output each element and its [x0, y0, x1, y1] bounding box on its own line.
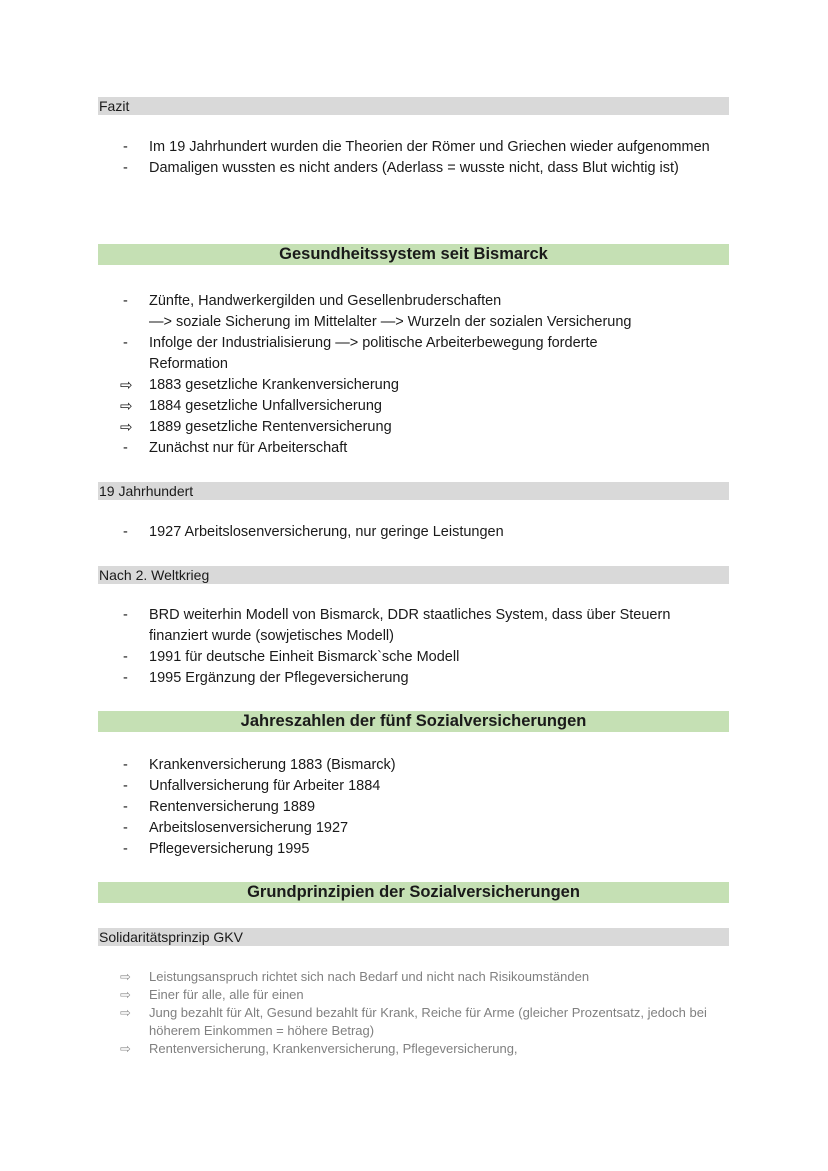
list-item	[120, 438, 730, 459]
list-item	[120, 839, 730, 860]
heading-fazit: Fazit	[98, 97, 729, 115]
right-arrow-icon: ⇨	[120, 398, 133, 415]
dash-bullet-icon: -	[123, 335, 128, 351]
list-item-text: BRD weiterhin Modell von Bismarck, DDR staatliches System, dass über Steuern finanziert wurde (sowjetisches Modell)	[149, 607, 671, 644]
list-item-text: Arbeitslosenversicherung 1927	[149, 820, 349, 836]
fazit-list	[120, 137, 730, 179]
list-item-text: Im 19 Jahrhundert wurden die Theorien der Römer und Griechen wieder aufgenommen	[149, 139, 710, 155]
dash-bullet-icon: -	[123, 841, 128, 857]
list-item-text: Zunächst nur für Arbeiterschaft	[149, 440, 348, 456]
list-item	[120, 137, 730, 158]
dash-bullet-icon: -	[123, 293, 128, 309]
list-item	[120, 417, 730, 438]
right-arrow-icon: ⇨	[120, 419, 133, 436]
list-item-text: Damaligen wussten es nicht anders (Aderlass = wusste nicht, dass Blut wichtig ist)	[149, 160, 679, 176]
dash-bullet-icon: -	[123, 778, 128, 794]
list-item	[120, 797, 730, 818]
list-item-text: Infolge der Industrialisierung —> politische Arbeiterbewegung forderte Reformation	[149, 335, 598, 372]
list-item	[120, 291, 730, 333]
right-arrow-icon: ⇨	[120, 987, 131, 1002]
solidaritaet-list	[120, 968, 730, 1058]
list-item	[120, 522, 730, 543]
list-item-text: Jung bezahlt für Alt, Gesund bezahlt für Krank, Reiche für Arme (gleicher Prozentsatz, jedoch bei höherem Einkommen = höhere Betrag)	[149, 1005, 707, 1038]
dash-bullet-icon: -	[123, 524, 128, 540]
list-item	[120, 986, 730, 1004]
heading-19-jahrhundert: 19 Jahrhundert	[98, 482, 729, 500]
list-item-text: Krankenversicherung 1883 (Bismarck)	[149, 757, 396, 773]
nachkrieg-list	[120, 605, 730, 689]
right-arrow-icon: ⇨	[120, 377, 133, 394]
list-item-text: 1889 gesetzliche Rentenversicherung	[149, 419, 392, 435]
dash-bullet-icon: -	[123, 160, 128, 176]
list-item-text: Einer für alle, alle für einen	[149, 987, 304, 1002]
list-item	[120, 968, 730, 986]
heading-nach-weltkrieg: Nach 2. Weltkrieg	[98, 566, 729, 584]
heading-grundprinzipien: Grundprinzipien der Sozialversicherungen	[98, 882, 729, 903]
list-item-text: Leistungsanspruch richtet sich nach Bedarf und nicht nach Risikoumständen	[149, 969, 590, 984]
dash-bullet-icon: -	[123, 440, 128, 456]
dash-bullet-icon: -	[123, 139, 128, 155]
list-item-text: Zünfte, Handwerkergilden und Gesellenbruderschaften	[149, 293, 502, 309]
list-item-text: Unfallversicherung für Arbeiter 1884	[149, 778, 381, 794]
heading-bismarck: Gesundheitssystem seit Bismarck	[98, 244, 729, 265]
dash-bullet-icon: -	[123, 607, 128, 623]
jahrhundert19-list	[120, 522, 730, 543]
list-item	[120, 755, 730, 776]
heading-jahreszahlen: Jahreszahlen der fünf Sozialversicherungen	[98, 711, 729, 732]
list-item	[120, 375, 730, 396]
list-item-text: Rentenversicherung, Krankenversicherung, Pflegeversicherung,	[149, 1041, 518, 1056]
list-item	[120, 333, 730, 375]
right-arrow-icon: ⇨	[120, 969, 131, 984]
list-item-text: 1927 Arbeitslosenversicherung, nur geringe Leistungen	[149, 524, 504, 540]
right-arrow-icon: ⇨	[120, 1041, 131, 1056]
list-item	[120, 1040, 730, 1058]
dash-bullet-icon: -	[123, 757, 128, 773]
right-arrow-icon: ⇨	[120, 1005, 131, 1020]
dash-bullet-icon: -	[123, 649, 128, 665]
list-item-text: 1991 für deutsche Einheit Bismarck`sche Modell	[149, 649, 460, 665]
dash-bullet-icon: -	[123, 670, 128, 686]
list-item	[120, 605, 730, 647]
jahreszahlen-list	[120, 755, 730, 860]
list-item-text: 1884 gesetzliche Unfallversicherung	[149, 398, 382, 414]
list-item	[120, 1004, 730, 1040]
list-item-text: 1995 Ergänzung der Pflegeversicherung	[149, 670, 409, 686]
list-item	[120, 668, 730, 689]
bismarck-list	[120, 291, 730, 459]
list-item	[120, 396, 730, 417]
list-item	[120, 158, 730, 179]
list-item	[120, 818, 730, 839]
dash-bullet-icon: -	[123, 820, 128, 836]
dash-bullet-icon: -	[123, 799, 128, 815]
list-item-text: Pflegeversicherung 1995	[149, 841, 310, 857]
list-item	[120, 776, 730, 797]
list-item	[120, 647, 730, 668]
list-item-text: Rentenversicherung 1889	[149, 799, 316, 815]
list-item-text: 1883 gesetzliche Krankenversicherung	[149, 377, 399, 393]
heading-solidaritaetsprinzip: Solidaritätsprinzip GKV	[98, 928, 729, 946]
list-item-continuation: —> soziale Sicherung im Mittelalter —> Wurzeln der sozialen Versicherung	[149, 314, 632, 330]
